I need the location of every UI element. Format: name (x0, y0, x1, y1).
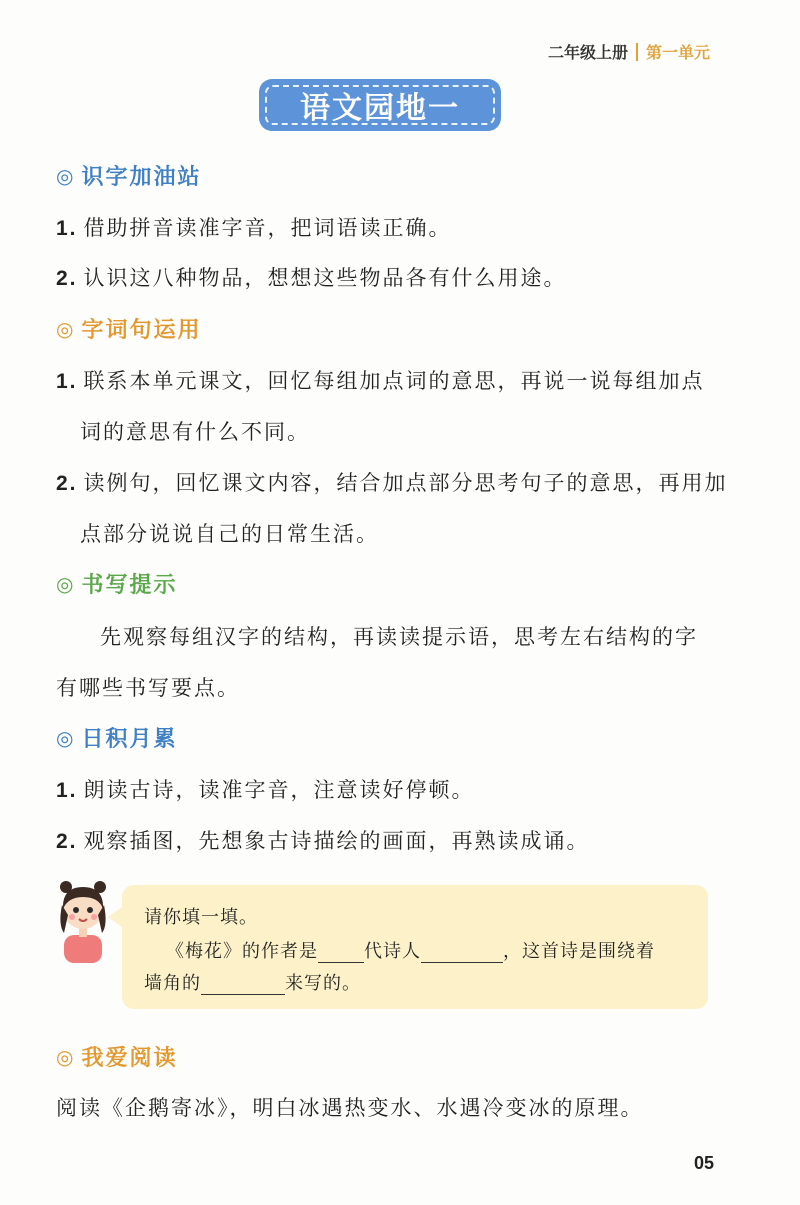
section-heading-shizi (56, 160, 201, 191)
section-title: 书写提示 (81, 573, 178, 598)
fill-in-bubble (122, 885, 708, 1009)
section-title: 识字加油站 (81, 165, 202, 190)
bubble-prompt: 请你填一填。 (144, 907, 258, 928)
bubble-tail (108, 907, 122, 927)
section-heading-shuxie (56, 568, 177, 599)
bullseye-icon: ◎ (56, 725, 76, 750)
list-item: 1. 联系本单元课文，回忆每组加点词的意思，再说一说每组加点 (56, 369, 705, 393)
section-title: 字词句运用 (81, 318, 202, 343)
section-title: 日积月累 (81, 727, 178, 752)
bullseye-icon: ◎ (56, 316, 76, 341)
blank-dynasty[interactable] (318, 942, 364, 963)
girl-avatar-icon (52, 875, 114, 965)
section-heading-yuedu (56, 1041, 177, 1072)
bullseye-icon: ◎ (56, 163, 76, 188)
title-badge (262, 82, 498, 128)
bubble-question-line: 墙角的 来写的。 (144, 973, 361, 994)
list-item-continuation: 词的意思有什么不同。 (80, 420, 310, 444)
list-item-continuation: 点部分说说自己的日常生活。 (80, 522, 379, 546)
bubble-question-line: 《梅花》的作者是 代诗人 ，这首诗是围绕着 (166, 941, 655, 962)
blank-subject[interactable] (201, 974, 285, 995)
bullseye-icon: ◎ (56, 571, 76, 596)
list-item: 1. 借助拼音读准字音，把词语读正确。 (56, 216, 452, 240)
page-header (548, 40, 710, 63)
paragraph-line: 先观察每组汉字的结构，再读读提示语，思考左右结构的字 (100, 625, 698, 649)
section-title: 我爱阅读 (81, 1046, 178, 1071)
blank-poet[interactable] (421, 942, 503, 963)
section-heading-riji (56, 722, 177, 753)
page-number: 05 (693, 1153, 714, 1173)
paragraph-line: 有哪些书写要点。 (56, 676, 240, 700)
section-heading-zici (56, 313, 201, 344)
list-item: 2. 观察插图，先想象古诗描绘的画面，再熟读成诵。 (56, 829, 590, 853)
header-divider (636, 43, 638, 61)
bullseye-icon: ◎ (56, 1044, 76, 1069)
page-title: 语文园地一 (265, 85, 495, 125)
grade-label: 二年级上册 (547, 43, 628, 62)
paragraph-line: 阅读《企鹅寄冰》，明白冰遇热变水、水遇冷变冰的原理。 (56, 1096, 644, 1120)
list-item: 1. 朗读古诗，读准字音，注意读好停顿。 (56, 778, 475, 802)
list-item: 2. 认识这八种物品，想想这些物品各有什么用途。 (56, 266, 567, 290)
unit-label: 第一单元 (645, 43, 710, 62)
list-item: 2. 读例句，回忆课文内容，结合加点部分思考句子的意思，再用加 (56, 471, 728, 495)
